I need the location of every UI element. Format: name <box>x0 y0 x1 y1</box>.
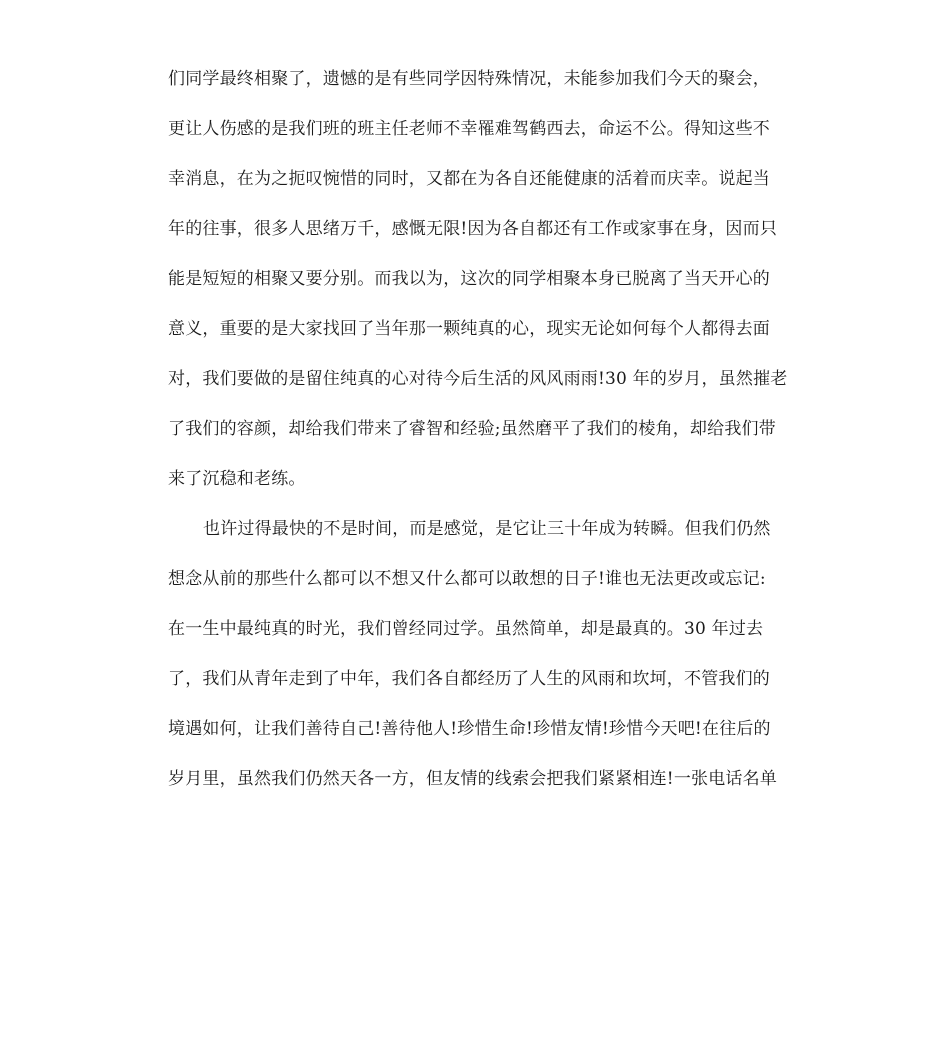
paragraph-line: 在一生中最纯真的时光，我们曾经同过学。虽然简单，却是最真的。30 年过去 <box>168 619 764 639</box>
paragraph-line: 对，我们要做的是留住纯真的心对待今后生活的风风雨雨!30 年的岁月，虽然摧老 <box>168 369 788 389</box>
paragraph-line: 年的往事，很多人思绪万千，感慨无限!因为各自都还有工作或家事在身，因而只 <box>168 219 778 239</box>
paragraph-line: 们同学最终相聚了，遗憾的是有些同学因特殊情况，未能参加我们今天的聚会， <box>168 69 770 89</box>
paragraph-line: 更让人伤感的是我们班的班主任老师不幸罹难驾鹤西去，命运不公。得知这些不 <box>168 119 770 139</box>
paragraph-line: 来了沉稳和老练。 <box>168 469 306 489</box>
paragraph-line: 能是短短的相聚又要分别。而我以为，这次的同学相聚本身已脱离了当天开心的 <box>168 269 770 289</box>
paragraph-line: 了，我们从青年走到了中年，我们各自都经历了人生的风雨和坎坷，不管我们的 <box>168 669 770 689</box>
paragraph-line: 想念从前的那些什么都可以不想又什么都可以敢想的日子!谁也无法更改或忘记: <box>168 569 766 589</box>
paragraph-line: 境遇如何，让我们善待自己!善待他人!珍惜生命!珍惜友情!珍惜今天吧!在往后的 <box>168 719 771 739</box>
paragraph-line: 了我们的容颜，却给我们带来了睿智和经验;虽然磨平了我们的棱角，却给我们带 <box>168 419 776 439</box>
paragraph-line: 幸消息，在为之扼叹惋惜的同时，又都在为各自还能健康的活着而庆幸。说起当 <box>168 169 770 189</box>
paragraph-line: 也许过得最快的不是时间，而是感觉，是它让三十年成为转瞬。但我们仍然 <box>203 519 771 539</box>
paragraph-line: 意义，重要的是大家找回了当年那一颗纯真的心，现实无论如何每个人都得去面 <box>168 319 770 339</box>
paragraph-line: 岁月里，虽然我们仍然天各一方，但友情的线索会把我们紧紧相连!一张电话名单 <box>168 769 778 789</box>
